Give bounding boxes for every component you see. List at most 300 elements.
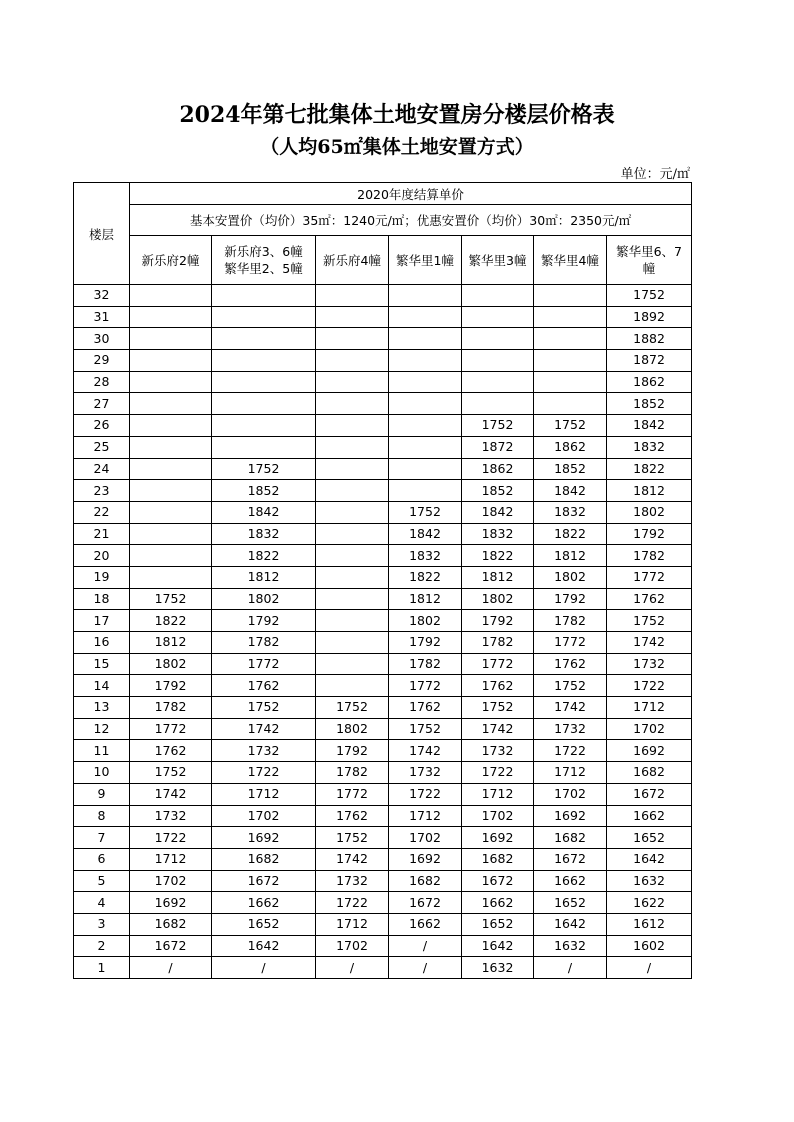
table-row [74, 848, 692, 870]
price-cell [130, 350, 212, 372]
price-cell: 1722 [212, 762, 316, 784]
floor-cell: 12 [74, 718, 130, 740]
table-row [74, 653, 692, 675]
floor-cell: 1 [74, 957, 130, 979]
price-cell [130, 285, 212, 307]
column-header: 繁华里6、7 幢 [607, 236, 692, 285]
price-cell [130, 523, 212, 545]
price-cell: 1762 [534, 653, 607, 675]
price-cell: 1732 [212, 740, 316, 762]
price-cell: 1672 [389, 892, 462, 914]
price-cell [389, 328, 462, 350]
price-cell [212, 285, 316, 307]
price-cell: 1842 [534, 480, 607, 502]
page-title: 2024年第七批集体土地安置房分楼层价格表 [179, 102, 615, 128]
floor-cell: 15 [74, 653, 130, 675]
floor-cell: 31 [74, 306, 130, 328]
price-cell: 1742 [534, 697, 607, 719]
price-cell: 1772 [212, 653, 316, 675]
price-cell: 1722 [607, 675, 692, 697]
price-cell: / [534, 957, 607, 979]
price-cell: 1852 [462, 480, 534, 502]
price-cell: 1712 [534, 762, 607, 784]
price-cell: 1742 [316, 848, 389, 870]
price-cell: 1752 [130, 762, 212, 784]
price-cell: 1632 [462, 957, 534, 979]
floor-cell: 27 [74, 393, 130, 415]
price-cell: 1792 [534, 588, 607, 610]
price-cell: 1842 [212, 501, 316, 523]
price-cell: 1632 [607, 870, 692, 892]
price-cell [212, 393, 316, 415]
column-header: 新乐府3、6幢 繁华里2、5幢 [212, 236, 316, 285]
price-cell: 1842 [607, 415, 692, 437]
price-cell: 1662 [462, 892, 534, 914]
price-cell: 1812 [130, 632, 212, 654]
price-cell: 1672 [534, 848, 607, 870]
price-cell: 1742 [607, 632, 692, 654]
price-cell: 1762 [389, 697, 462, 719]
price-cell: 1742 [462, 718, 534, 740]
price-cell [130, 436, 212, 458]
price-cell: 1752 [607, 610, 692, 632]
price-cell: 1812 [389, 588, 462, 610]
price-cell: 1682 [130, 913, 212, 935]
table-row [74, 957, 692, 979]
price-cell: 1772 [534, 632, 607, 654]
price-cell: 1682 [389, 870, 462, 892]
table-row [74, 371, 692, 393]
price-cell [316, 436, 389, 458]
price-cell [212, 328, 316, 350]
price-cell: 1792 [607, 523, 692, 545]
price-cell: 1792 [389, 632, 462, 654]
price-cell: 1682 [607, 762, 692, 784]
floor-cell: 11 [74, 740, 130, 762]
table-row [74, 285, 692, 307]
price-cell: 1692 [534, 805, 607, 827]
price-cell: 1852 [534, 458, 607, 480]
price-cell [130, 566, 212, 588]
price-cell: 1752 [316, 827, 389, 849]
price-cell: 1712 [462, 783, 534, 805]
table-row [74, 501, 692, 523]
price-cell: 1822 [130, 610, 212, 632]
price-cell: 1802 [534, 566, 607, 588]
price-cell: 1732 [316, 870, 389, 892]
table-row [74, 545, 692, 567]
price-cell: 1692 [212, 827, 316, 849]
price-cell: 1702 [462, 805, 534, 827]
price-cell [316, 285, 389, 307]
price-cell: 1842 [389, 523, 462, 545]
price-cell: 1662 [389, 913, 462, 935]
price-cell: 1762 [130, 740, 212, 762]
floor-cell: 28 [74, 371, 130, 393]
price-cell: 1732 [534, 718, 607, 740]
price-cell: 1832 [212, 523, 316, 545]
price-cell: 1792 [316, 740, 389, 762]
price-cell: 1752 [607, 285, 692, 307]
unit-label: 单位：元/㎡ [620, 167, 690, 182]
price-cell: 1712 [316, 913, 389, 935]
price-cell: 1742 [212, 718, 316, 740]
price-cell: 1772 [130, 718, 212, 740]
floor-cell: 10 [74, 762, 130, 784]
price-cell [316, 588, 389, 610]
table-row [74, 805, 692, 827]
floor-cell: 13 [74, 697, 130, 719]
price-cell: 1702 [130, 870, 212, 892]
price-cell: 1752 [534, 675, 607, 697]
price-cell: 1822 [534, 523, 607, 545]
price-cell: 1692 [130, 892, 212, 914]
floor-cell: 23 [74, 480, 130, 502]
price-cell: 1652 [607, 827, 692, 849]
price-cell: 1712 [130, 848, 212, 870]
floor-cell: 29 [74, 350, 130, 372]
price-cell: 1612 [607, 913, 692, 935]
price-cell: 1662 [212, 892, 316, 914]
price-cell: 1802 [389, 610, 462, 632]
floor-cell: 22 [74, 501, 130, 523]
price-cell [130, 371, 212, 393]
price-cell: / [212, 957, 316, 979]
price-cell [462, 306, 534, 328]
table-row [74, 306, 692, 328]
price-cell: 1662 [534, 870, 607, 892]
price-cell: 1852 [607, 393, 692, 415]
table-row [74, 783, 692, 805]
price-cell [130, 306, 212, 328]
price-cell: 1782 [212, 632, 316, 654]
price-cell: 1832 [462, 523, 534, 545]
price-cell: 1652 [462, 913, 534, 935]
floor-cell: 17 [74, 610, 130, 632]
price-cell: 1732 [607, 653, 692, 675]
price-cell: 1622 [607, 892, 692, 914]
table-row [74, 610, 692, 632]
price-cell: 1782 [316, 762, 389, 784]
price-cell: 1862 [534, 436, 607, 458]
price-cell: 1702 [534, 783, 607, 805]
table-row [74, 697, 692, 719]
price-cell: 1722 [462, 762, 534, 784]
price-cell: 1682 [534, 827, 607, 849]
table-row [74, 935, 692, 957]
floor-cell: 6 [74, 848, 130, 870]
price-cell: / [389, 957, 462, 979]
price-cell: 1802 [462, 588, 534, 610]
price-cell: 1812 [534, 545, 607, 567]
price-cell: 1752 [316, 697, 389, 719]
price-cell: 1692 [607, 740, 692, 762]
column-header: 新乐府4幢 [316, 236, 389, 285]
price-cell: 1692 [462, 827, 534, 849]
table-row [74, 718, 692, 740]
price-cell: 1772 [316, 783, 389, 805]
price-cell: 1782 [462, 632, 534, 654]
price-cell: 1832 [389, 545, 462, 567]
price-cell: 1802 [130, 653, 212, 675]
price-cell: 1642 [607, 848, 692, 870]
price-cell: 1752 [389, 718, 462, 740]
floor-header: 楼层 [74, 183, 130, 285]
price-cell: 1842 [462, 501, 534, 523]
price-cell [534, 393, 607, 415]
price-cell: 1802 [607, 501, 692, 523]
price-cell: 1762 [607, 588, 692, 610]
price-cell: 1782 [389, 653, 462, 675]
price-cell: 1852 [212, 480, 316, 502]
price-cell: / [607, 957, 692, 979]
price-cell: 1772 [607, 566, 692, 588]
table-row [74, 328, 692, 350]
floor-cell: 19 [74, 566, 130, 588]
price-cell: 1712 [389, 805, 462, 827]
price-cell: 1792 [130, 675, 212, 697]
price-cell [389, 306, 462, 328]
table-row [74, 436, 692, 458]
price-cell: / [389, 935, 462, 957]
price-cell [316, 566, 389, 588]
price-cell: / [316, 957, 389, 979]
price-cell: 1752 [130, 588, 212, 610]
price-cell [212, 371, 316, 393]
floor-cell: 16 [74, 632, 130, 654]
price-cell [316, 675, 389, 697]
price-cell: 1832 [607, 436, 692, 458]
price-cell [389, 480, 462, 502]
price-cell [389, 350, 462, 372]
price-cell: 1722 [316, 892, 389, 914]
price-cell [534, 371, 607, 393]
price-cell: 1872 [607, 350, 692, 372]
price-cell: 1832 [534, 501, 607, 523]
price-cell: 1782 [607, 545, 692, 567]
price-cell [316, 415, 389, 437]
price-cell: 1732 [462, 740, 534, 762]
price-cell: 1642 [534, 913, 607, 935]
price-cell [534, 285, 607, 307]
price-cell: 1752 [462, 415, 534, 437]
price-cell: 1702 [389, 827, 462, 849]
floor-cell: 25 [74, 436, 130, 458]
floor-cell: 7 [74, 827, 130, 849]
price-cell [316, 458, 389, 480]
table-row [74, 566, 692, 588]
price-cell: 1742 [130, 783, 212, 805]
price-cell: 1882 [607, 328, 692, 350]
price-cell [462, 371, 534, 393]
price-cell: 1712 [212, 783, 316, 805]
floor-cell: 32 [74, 285, 130, 307]
table-row [74, 458, 692, 480]
price-cell [130, 415, 212, 437]
group-header: 2020年度结算单价 [130, 183, 692, 205]
price-cell [316, 306, 389, 328]
price-cell: 1652 [534, 892, 607, 914]
price-cell: 1722 [534, 740, 607, 762]
price-cell [462, 285, 534, 307]
price-cell [389, 285, 462, 307]
floor-cell: 3 [74, 913, 130, 935]
floor-cell: 18 [74, 588, 130, 610]
price-cell: 1672 [462, 870, 534, 892]
price-cell: 1862 [462, 458, 534, 480]
price-cell [534, 328, 607, 350]
page-subtitle: （人均65㎡集体土地安置方式） [260, 136, 534, 158]
floor-cell: 20 [74, 545, 130, 567]
price-cell: 1752 [389, 501, 462, 523]
price-cell: 1682 [212, 848, 316, 870]
price-cell: 1762 [316, 805, 389, 827]
price-cell: 1802 [316, 718, 389, 740]
table-row [74, 523, 692, 545]
table-row [74, 762, 692, 784]
price-cell: 1762 [462, 675, 534, 697]
price-cell: 1672 [130, 935, 212, 957]
table-row [74, 870, 692, 892]
price-cell: 1772 [462, 653, 534, 675]
price-cell [316, 480, 389, 502]
price-cell: 1692 [389, 848, 462, 870]
table-row [74, 588, 692, 610]
price-cell [316, 393, 389, 415]
column-header: 繁华里1幢 [389, 236, 462, 285]
price-cell: 1642 [212, 935, 316, 957]
price-cell [389, 436, 462, 458]
price-cell: 1682 [462, 848, 534, 870]
price-cell [316, 545, 389, 567]
price-cell: 1862 [607, 371, 692, 393]
price-cell [130, 545, 212, 567]
price-cell: 1652 [212, 913, 316, 935]
price-cell: 1712 [607, 697, 692, 719]
table-row [74, 350, 692, 372]
table-row [74, 393, 692, 415]
price-cell: 1732 [389, 762, 462, 784]
price-cell: 1752 [462, 697, 534, 719]
price-cell [316, 350, 389, 372]
price-cell [212, 350, 316, 372]
floor-cell: 21 [74, 523, 130, 545]
price-cell: 1602 [607, 935, 692, 957]
price-note: 基本安置价（均价）35㎡：1240元/㎡；优惠安置价（均价）30㎡：2350元/㎡ [130, 205, 692, 236]
price-cell [462, 393, 534, 415]
floor-cell: 9 [74, 783, 130, 805]
price-cell: 1792 [212, 610, 316, 632]
price-cell [389, 371, 462, 393]
price-cell [316, 328, 389, 350]
price-cell: 1752 [212, 458, 316, 480]
price-cell: 1812 [462, 566, 534, 588]
table-body [74, 285, 692, 979]
price-cell [462, 350, 534, 372]
price-cell: 1802 [212, 588, 316, 610]
price-cell: 1752 [212, 697, 316, 719]
table-row [74, 913, 692, 935]
price-cell: 1812 [212, 566, 316, 588]
price-cell [316, 523, 389, 545]
price-cell [130, 501, 212, 523]
price-cell: 1792 [462, 610, 534, 632]
price-cell: 1812 [607, 480, 692, 502]
price-cell [130, 393, 212, 415]
column-header: 新乐府2幢 [130, 236, 212, 285]
price-cell: 1672 [212, 870, 316, 892]
price-cell [212, 306, 316, 328]
table-row [74, 827, 692, 849]
table-row [74, 675, 692, 697]
price-cell [534, 306, 607, 328]
price-cell: 1722 [130, 827, 212, 849]
table-row [74, 415, 692, 437]
price-cell: 1822 [389, 566, 462, 588]
price-table [73, 182, 692, 979]
price-cell: 1702 [212, 805, 316, 827]
floor-cell: 2 [74, 935, 130, 957]
column-header-row [74, 236, 692, 285]
price-cell [130, 480, 212, 502]
price-cell: 1782 [534, 610, 607, 632]
price-cell [130, 328, 212, 350]
price-cell: 1822 [212, 545, 316, 567]
price-cell: 1772 [389, 675, 462, 697]
floor-cell: 26 [74, 415, 130, 437]
price-cell: 1722 [389, 783, 462, 805]
floor-cell: 8 [74, 805, 130, 827]
price-cell: 1752 [534, 415, 607, 437]
table-row [74, 480, 692, 502]
price-cell [316, 632, 389, 654]
price-cell: 1642 [462, 935, 534, 957]
price-cell: 1732 [130, 805, 212, 827]
price-cell [212, 415, 316, 437]
price-cell [316, 610, 389, 632]
price-cell [389, 393, 462, 415]
table-row [74, 892, 692, 914]
price-cell [130, 458, 212, 480]
price-cell [462, 328, 534, 350]
price-cell: 1822 [462, 545, 534, 567]
price-cell: / [130, 957, 212, 979]
price-cell [316, 371, 389, 393]
price-cell: 1662 [607, 805, 692, 827]
price-cell: 1702 [316, 935, 389, 957]
price-cell: 1632 [534, 935, 607, 957]
floor-cell: 30 [74, 328, 130, 350]
floor-cell: 14 [74, 675, 130, 697]
price-cell: 1702 [607, 718, 692, 740]
price-cell [212, 436, 316, 458]
table-row [74, 740, 692, 762]
price-cell: 1782 [130, 697, 212, 719]
price-cell: 1762 [212, 675, 316, 697]
price-cell [316, 653, 389, 675]
price-cell [389, 458, 462, 480]
floor-cell: 5 [74, 870, 130, 892]
floor-cell: 4 [74, 892, 130, 914]
floor-cell: 24 [74, 458, 130, 480]
column-header: 繁华里3幢 [462, 236, 534, 285]
price-cell: 1822 [607, 458, 692, 480]
price-cell [316, 501, 389, 523]
price-cell: 1672 [607, 783, 692, 805]
price-cell [389, 415, 462, 437]
table-row [74, 632, 692, 654]
price-cell: 1742 [389, 740, 462, 762]
